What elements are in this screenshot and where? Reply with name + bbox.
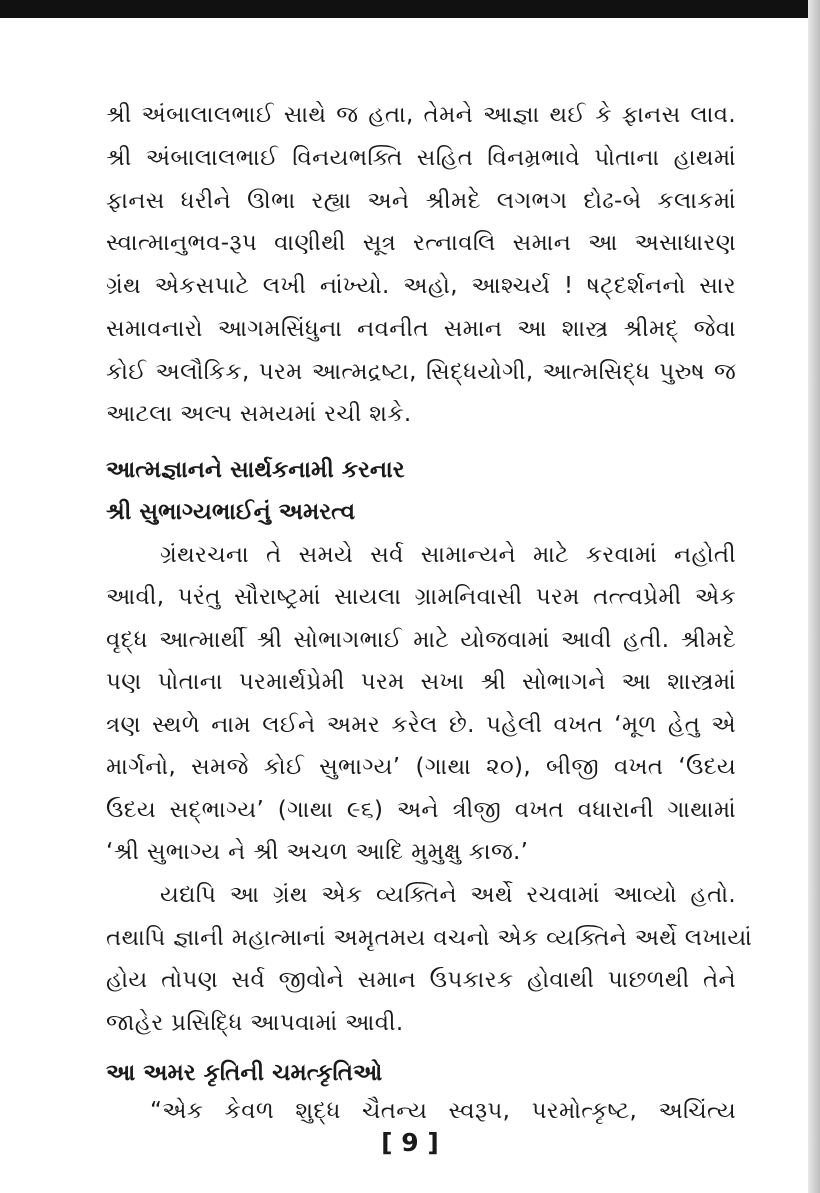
body-text-line: પણ પોતાના પરમાર્થપ્રેમી પરમ સખા શ્રી સોભાગને આ શાસ્ત્રમાં xyxy=(106,669,736,695)
body-text-line: કોઈ અલૌકિક, પરમ આત્મદ્રષ્ટા, સિદ્ધયોગી, આત્મસિદ્ધ પુરુષ જ xyxy=(106,359,736,385)
body-text-line: હોય તોપણ સર્વ જીવોને સમાન ઉપકારક હોવાથી પાછળથી તેને xyxy=(106,967,736,993)
body-text-line: યદ્યપિ આ ગ્રંથ એક વ્યક્તિને અર્થે રચવામાં આવ્યો હતો. xyxy=(160,882,736,908)
body-text-line: માર્ગનો, સમજે કોઈ સુભાગ્ય’ (ગાથા ૨૦), બીજી વખત ‘ઉદય xyxy=(106,754,736,780)
body-text-line: આટલા અલ્પ સમયમાં રચી શકે. xyxy=(106,401,412,427)
body-text-line: સમાવનારો આગમસિંધુના નવનીત સમાન આ શાસ્ત્ર શ્રીમદ્ જેવા xyxy=(106,316,736,342)
section-heading: આત્મજ્ઞાનને સાર્થકનામી કરનાર xyxy=(106,457,405,483)
body-text-line: ‘શ્રી સુભાગ્ય ને શ્રી અચળ આદિ મુમુક્ષુ કાજ.’ xyxy=(106,839,529,865)
section-heading: શ્રી સુભાગ્યભાઈનું અમરત્વ xyxy=(106,499,356,525)
section-heading: આ અમર કૃતિની ચમત્કૃતિઓ xyxy=(106,1060,383,1086)
body-text-line: ફાનસ ધરીને ઊભા રહ્યા અને શ્રીમદે લગભગ દોઢ-બે કલાકમાં xyxy=(106,188,736,214)
body-text-line: ઉદય સદ્ભાગ્ય’ (ગાથા ૯૬) અને ત્રીજી વખત વધારાની ગાથામાં xyxy=(106,797,736,823)
body-text-line: તથાપિ જ્ઞાની મહાત્માનાં અમૃતમય વચનો એક વ્યક્તિને અર્થે લખાયાં xyxy=(106,925,753,951)
body-text-line: જાહેર પ્રસિદ્ધિ આપવામાં આવી. xyxy=(106,1010,404,1036)
page-number: [ 9 ] xyxy=(381,1128,439,1157)
body-text-line: સ્વાત્માનુભવ-રૂપ વાણીથી સૂત્ર રત્નાવલિ સમાન આ અસાધારણ xyxy=(106,230,736,256)
body-text-line: વૃદ્ધ આત્માર્થી શ્રી સોભાગભાઈ માટે યોજવામાં આવી હતી. શ્રીમદે xyxy=(106,627,736,653)
body-text-line: શ્રી અંબાલાલભાઈ સાથે જ હતા, તેમને આજ્ઞા થઈ કે ફાનસ લાવ. xyxy=(106,102,736,128)
body-text-line: ગ્રંથ એકસપાટે લખી નાંખ્યો. અહો, આશ્ચર્ય ! ષટ્દર્શનનો સાર xyxy=(106,273,736,299)
body-text-line: શ્રી અંબાલાલભાઈ વિનયભક્તિ સહિત વિનમ્રભાવે પોતાના હાથમાં xyxy=(106,145,736,171)
body-text-line: ત્રણ સ્થળે નામ લઈને અમર કરેલ છે. પહેલી વખત ‘મૂળ હેતુ એ xyxy=(106,712,736,738)
body-text-line: ગ્રંથરચના તે સમયે સર્વ સામાન્યને માટે કરવામાં નહોતી xyxy=(160,542,736,568)
body-text-line: આવી, પરંતુ સૌરાષ્ટ્રમાં સાયલા ગ્રામનિવાસી પરમ તત્ત્વપ્રેમી એક xyxy=(106,584,736,610)
body-text-line: “એક કેવળ શુદ્ધ ચૈતન્ય સ્વરૂપ, પરમોત્કૃષ્ટ, અચિંત્ય xyxy=(150,1098,736,1124)
